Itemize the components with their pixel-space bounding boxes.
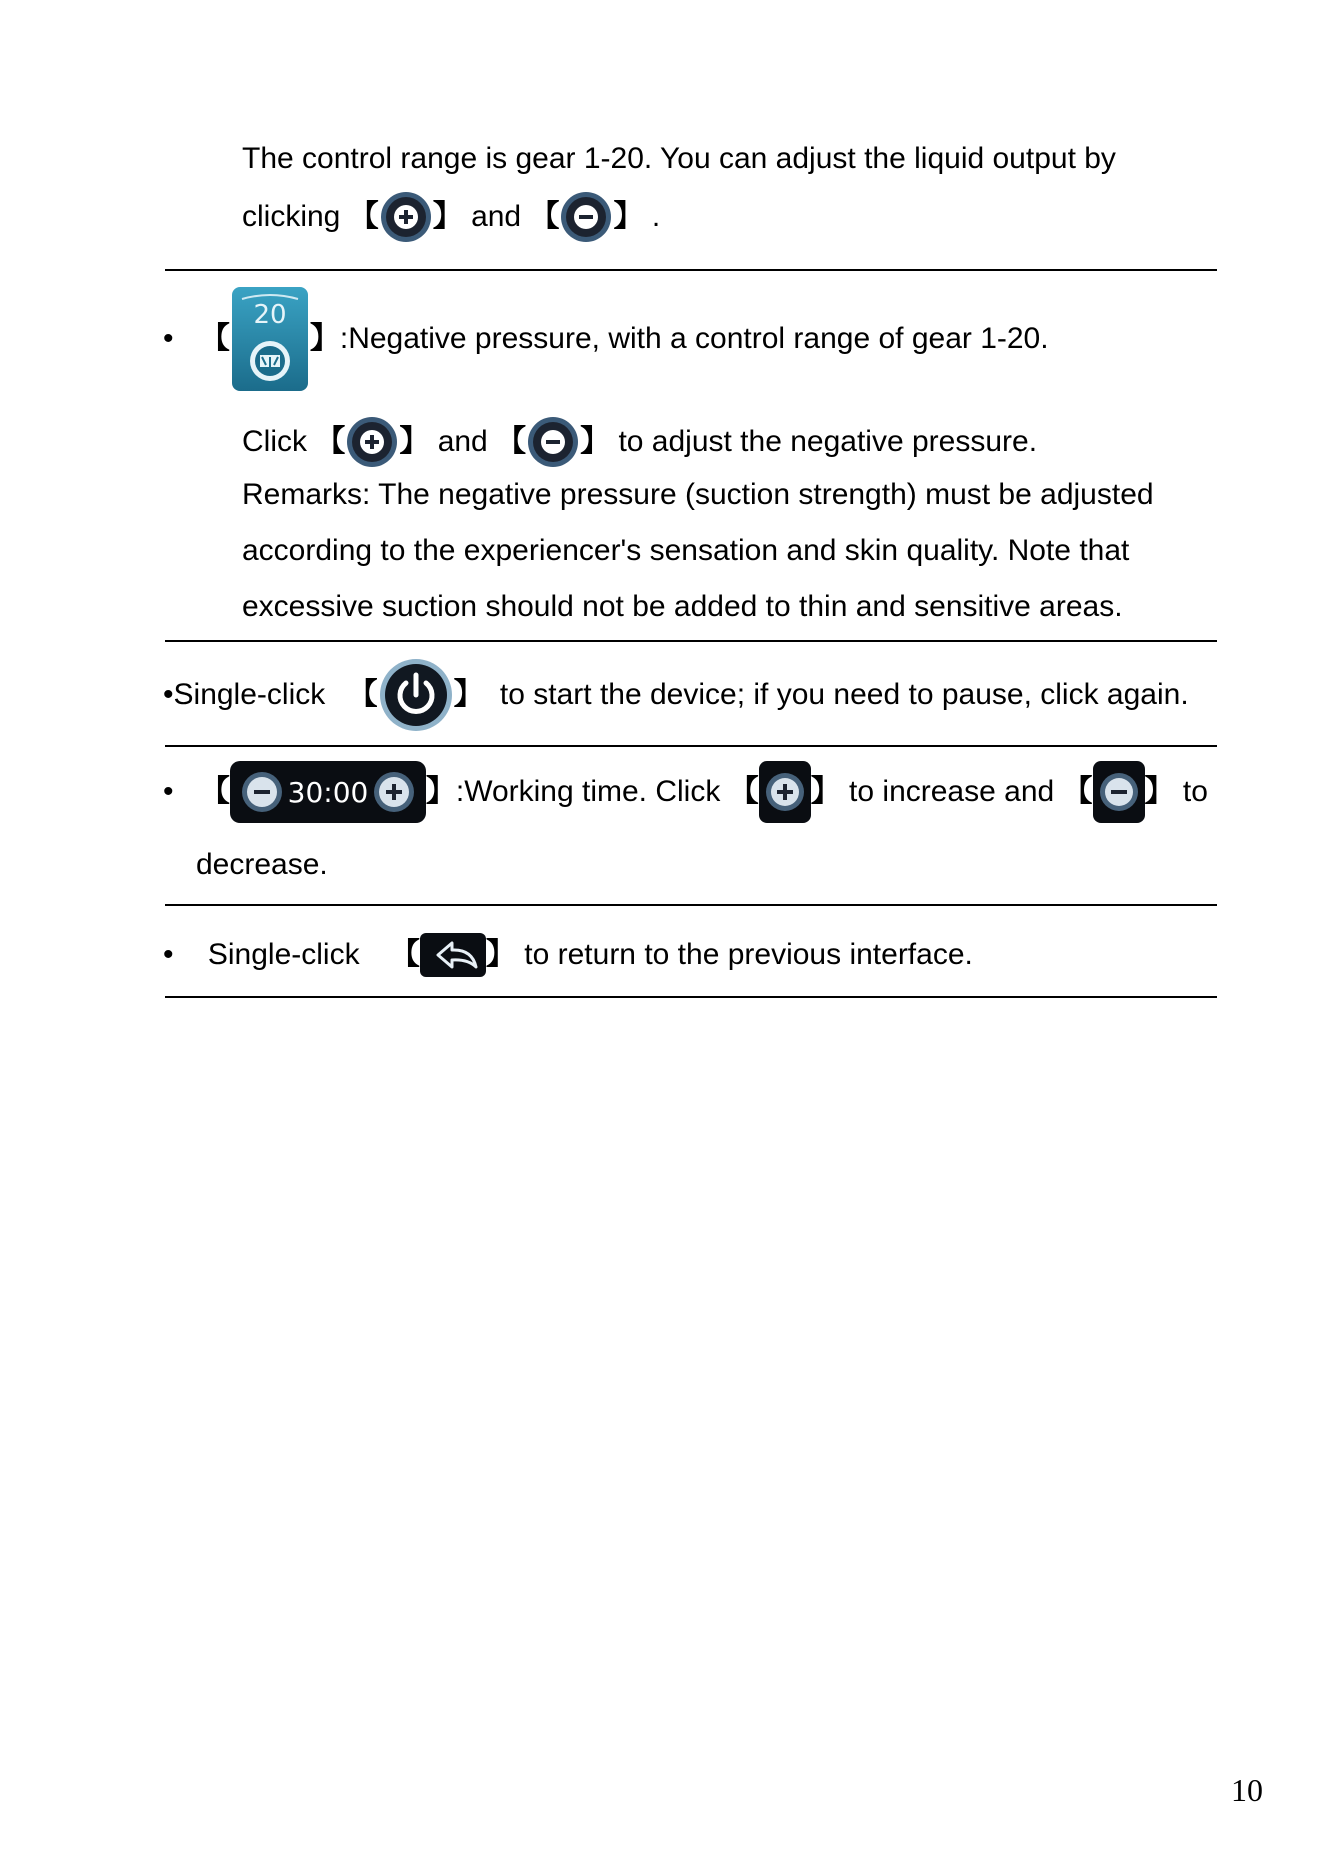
svg-text:30:00: 30:00 — [287, 776, 369, 810]
divider — [165, 996, 1217, 998]
remarks-line-3: excessive suction should not be added to thin and sensitive areas. — [242, 590, 1123, 624]
page-number: 10 — [1231, 1772, 1263, 1808]
back-icon — [420, 933, 486, 977]
minus-icon — [559, 190, 613, 244]
decrease-icon — [1093, 761, 1145, 823]
working-time-line: • 【 30:00 】:Working time. Click 【 】 to increase and 【 】 to — [163, 760, 1208, 823]
timer-control-icon — [230, 761, 426, 823]
intro-line-1: The control range is gear 1-20. You can adjust the liquid output by — [242, 142, 1116, 176]
remarks-line-2: according to the experiencer's sensation and skin quality. Note that — [242, 534, 1130, 568]
remarks-line-1: Remarks: The negative pressure (suction strength) must be adjusted — [242, 478, 1154, 512]
power-line: •Single-click 【 】 to start the device; if you need to pause, click again. — [163, 656, 1189, 733]
negative-pressure-line: • 【 20 】:Negative pressure, with a control range of gear 1-20. — [163, 284, 1049, 393]
divider — [165, 640, 1217, 642]
power-icon — [378, 657, 454, 733]
plus-icon — [345, 415, 399, 469]
minus-icon — [526, 415, 580, 469]
intro-line-2: clicking 【 】 and 【 】 . — [242, 190, 660, 244]
negative-pressure-icon — [230, 285, 310, 393]
divider — [165, 269, 1217, 271]
plus-icon — [379, 190, 433, 244]
return-line: • Single-click 【 】 to return to the previous interface. — [163, 930, 973, 979]
increase-icon — [759, 761, 811, 823]
svg-text:20: 20 — [253, 300, 287, 331]
adjust-line: Click 【 】 and 【 】 to adjust the negative pressure. — [242, 415, 1037, 469]
decrease-line: decrease. — [196, 848, 328, 882]
divider — [165, 904, 1217, 906]
divider — [165, 745, 1217, 747]
